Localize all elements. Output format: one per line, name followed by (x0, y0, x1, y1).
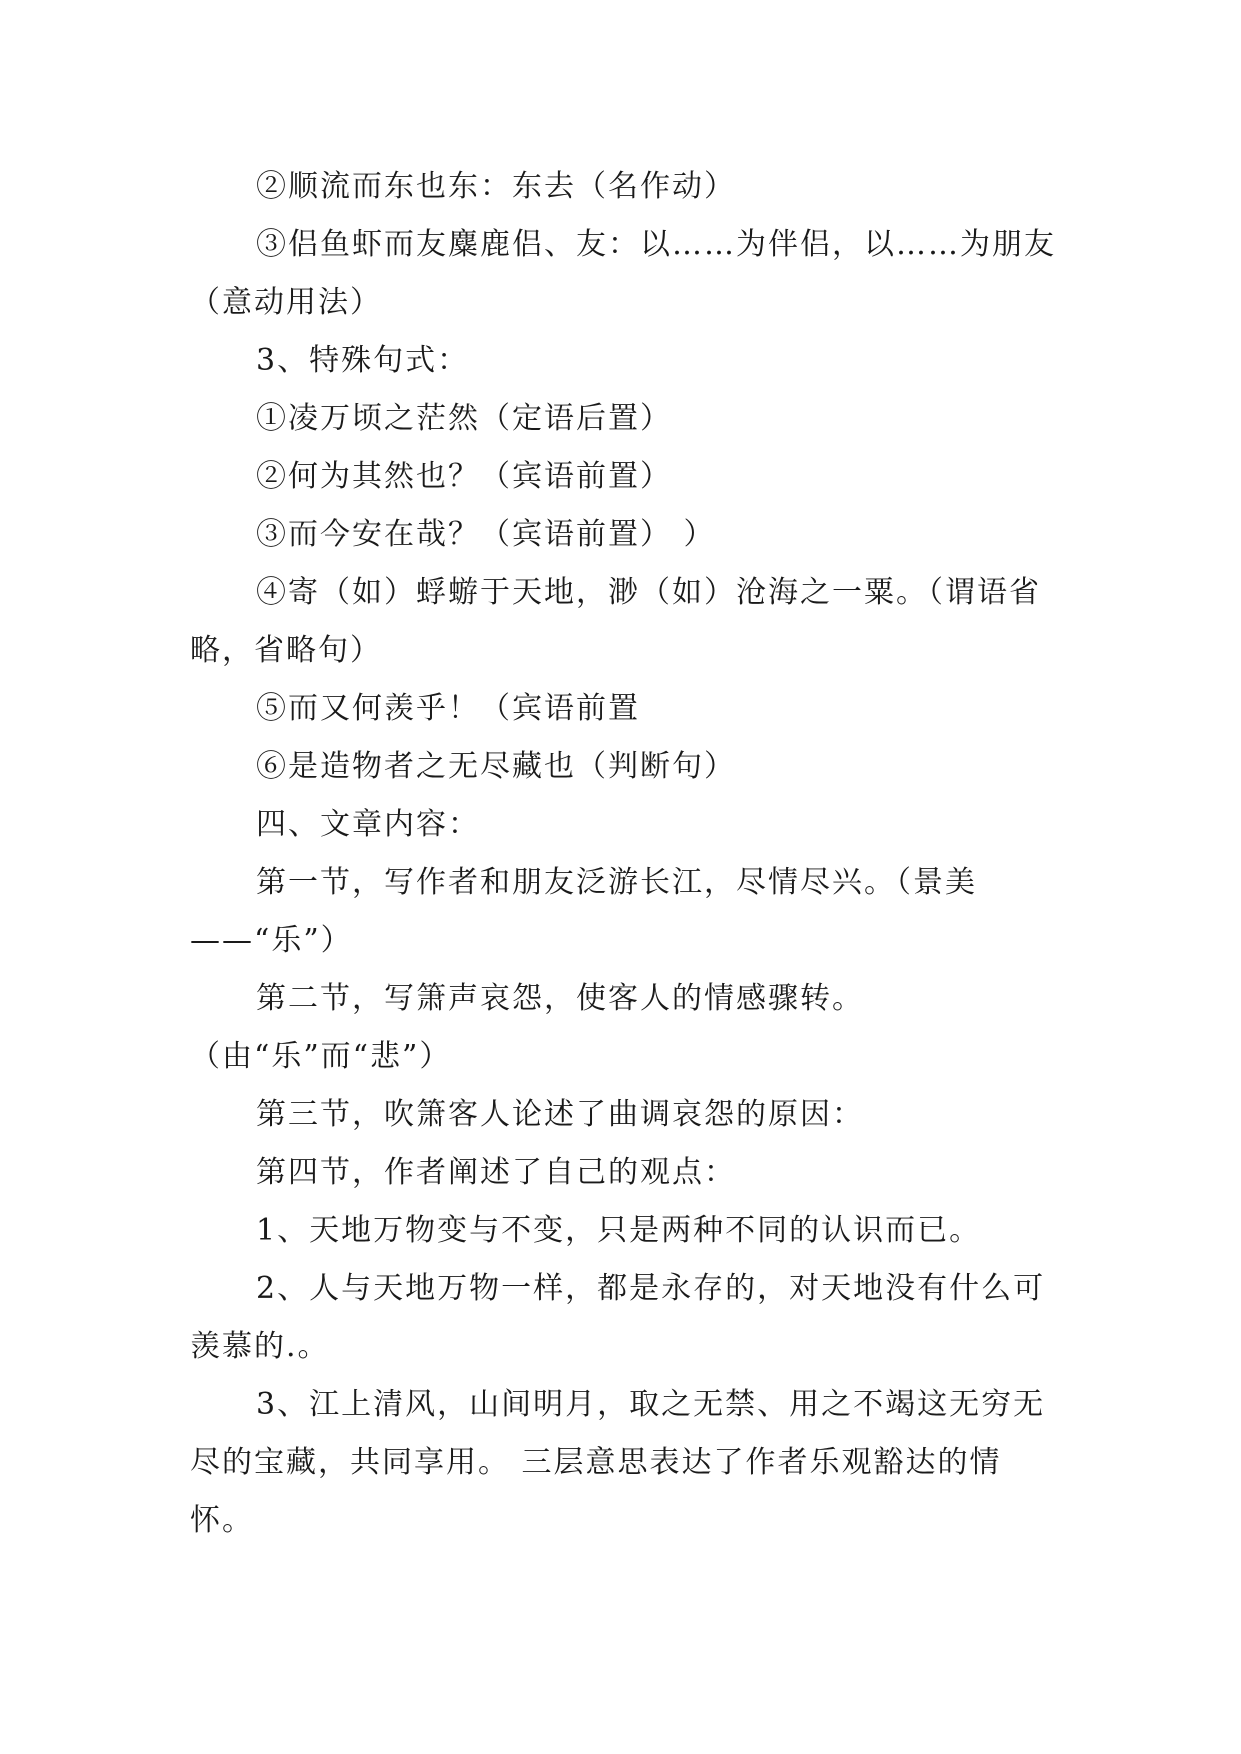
paragraph: ③而今安在哉？（宾语前置） ） (256, 517, 716, 552)
paragraph: ①凌万顷之茫然（定语后置） (256, 401, 672, 436)
paragraph: ⑥是造物者之无尽藏也（判断句） (256, 749, 736, 784)
section-heading: 3、特殊句式： (256, 343, 470, 378)
paragraph: 1、天地万物变与不变，只是两种不同的认识而已。 (256, 1213, 982, 1248)
paragraph: 3、江上清风，山间明月，取之无禁、用之不竭这无穷无尽的宝藏，共同享用。 三层意思表达了作者乐观豁达的情怀。 (190, 1387, 1046, 1538)
paragraph: ③侣鱼虾而友麋鹿侣、友：以……为伴侣，以……为朋友（意动用法） (190, 227, 1056, 320)
paragraph: 2、人与天地万物一样，都是永存的，对天地没有什么可羡慕的.。 (190, 1271, 1046, 1364)
paragraph: ⑤而又何羡乎！（宾语前置 (256, 691, 640, 726)
paragraph: 第四节，作者阐述了自己的观点： (256, 1155, 736, 1190)
paragraph: 第三节，吹箫客人论述了曲调哀怨的原因： (256, 1097, 864, 1132)
paragraph: 第一节，写作者和朋友泛游长江，尽情尽兴。（景美——“乐”） (190, 865, 977, 958)
section-heading: 四、文章内容： (256, 807, 480, 842)
paragraph: ②顺流而东也东：东去（名作动） (256, 169, 736, 204)
document-body (190, 158, 1058, 1550)
paragraph: ④寄（如）蜉蝣于天地，渺（如）沧海之一粟。（谓语省略，省略句） (190, 575, 1041, 668)
paragraph: ②何为其然也？（宾语前置） (256, 459, 672, 494)
paragraph: 第二节，写箫声哀怨，使客人的情感骤转。（由“乐”而“悲”） (190, 981, 864, 1074)
